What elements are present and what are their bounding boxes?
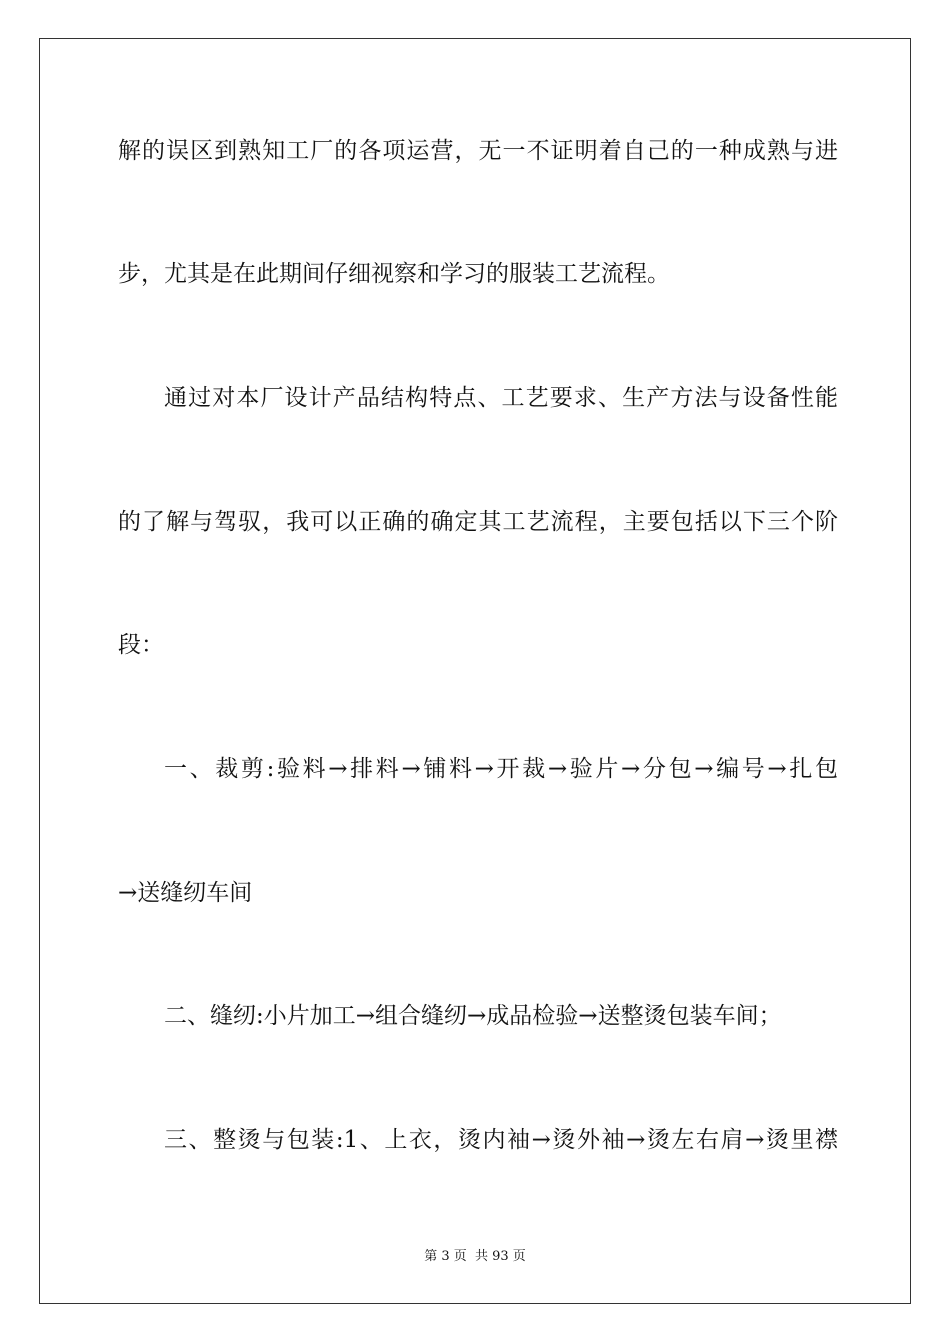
total-pages: 共 93 页 [474,1249,526,1264]
body-text-line-4: 的了解与驾驭，我可以正确的确定其工艺流程，主要包括以下三个阶 [118,509,838,535]
process-step-sewing: 二、缝纫:小片加工→组合缝纫→成品检验→送整烫包装车间； [164,1003,782,1029]
process-step-ironing-packing: 三、整烫与包装:1、上衣，烫内袖→烫外袖→烫左右肩→烫里襟 [164,1127,838,1153]
process-step-cutting-continued: →送缝纫车间 [118,880,253,906]
body-text-line-5: 段： [118,632,164,658]
page-number: 第 3 页 [424,1249,467,1264]
page-frame [39,38,911,1304]
body-text-line-3: 通过对本厂设计产品结构特点、工艺要求、生产方法与设备性能 [164,385,838,411]
body-text-line-2: 步，尤其是在此期间仔细视察和学习的服装工艺流程。 [118,261,670,287]
process-step-cutting: 一、裁剪:验料→排料→铺料→开裁→验片→分包→编号→扎包 [164,756,838,782]
body-text-line-1: 解的误区到熟知工厂的各项运营，无一不证明着自己的一种成熟与进 [118,138,838,164]
page-footer [0,1248,950,1266]
